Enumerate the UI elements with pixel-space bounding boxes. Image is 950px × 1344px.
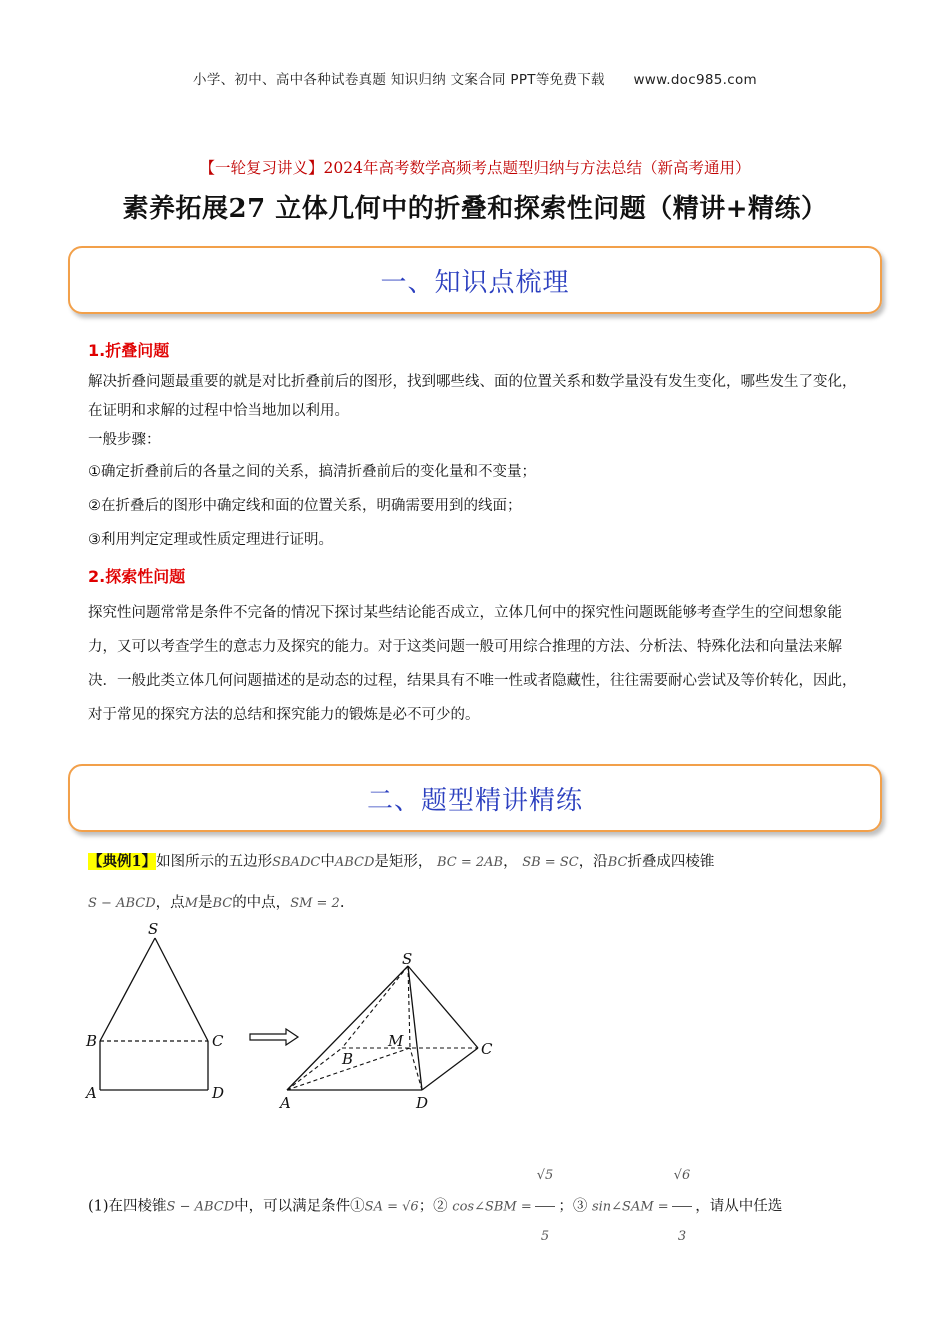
- math-fold-line: BC: [607, 855, 628, 870]
- label-b: B: [86, 1032, 98, 1050]
- label-a: A: [280, 1094, 291, 1112]
- heading-exploration: 2.探索性问题: [88, 567, 186, 586]
- step-2: ②在折叠后的图形中确定线和面的位置关系，明确需要用到的线面；: [88, 498, 522, 514]
- math-pyramid: S − ABCD: [166, 1199, 235, 1215]
- step-3: ③利用判定定理或性质定理进行证明。: [88, 532, 333, 548]
- fraction-cos: [535, 1146, 556, 1267]
- document-title: 素养拓展27 立体几何中的折叠和探索性问题（精讲+精练）: [122, 194, 828, 224]
- math-bc: BC: [212, 896, 233, 911]
- text-run: 中，可以满足条件①: [234, 1198, 365, 1215]
- fraction-numerator: √5: [535, 1146, 556, 1207]
- paragraph-exploration: 探究性问题常常是条件不完备的情况下探讨某些结论能否成立，立体几何中的探究性问题既能够考查学生的空间想象能力，又可以考查学生的意志力及探究的能力。对于这类问题一般可用综合推理的方法、分析法、特殊化法和向量法来解决．一般此类立体几何问题描述的是动态的过程，结果具有不唯一性或者隐藏性，往往需要耐心尝试及等价转化，因此，对于常见的探究方法的总结和探究能力的锻炼是必不可少的。: [88, 605, 857, 723]
- text-run: ；③: [558, 1198, 588, 1215]
- example-1-text: [88, 842, 868, 924]
- heading-folding: 1.折叠问题: [88, 341, 170, 360]
- text-run: ，沿: [578, 854, 608, 870]
- top-banner: [0, 68, 950, 88]
- banner-text: 小学、初中、高中各种试卷真题 知识归纳 文案合同 PPT等免费下载: [193, 72, 605, 88]
- section-box-knowledge: [68, 246, 882, 314]
- step-1: ①确定折叠前后的各量之间的关系，搞清折叠前后的变化量和不变量；: [88, 464, 536, 480]
- text-run: 的中点，: [232, 895, 291, 911]
- label-b: B: [342, 1050, 354, 1068]
- text-run: 是矩形，: [374, 854, 433, 870]
- math-point-m: M: [184, 896, 198, 911]
- math-pyramid: S − ABCD: [88, 896, 156, 911]
- section-title-examples: 二、题型精讲精练: [366, 785, 583, 816]
- text-run: ；②: [418, 1198, 448, 1215]
- fold-arrow-icon: [250, 1029, 298, 1045]
- label-s: S: [402, 950, 413, 968]
- text-run: 折叠成四棱锥: [627, 854, 715, 870]
- text-run: .: [339, 895, 345, 911]
- label-s: S: [148, 920, 159, 938]
- example-tag: 【典例1】: [88, 853, 157, 870]
- label-a: A: [86, 1084, 97, 1102]
- math-pentagon: SBADC: [272, 855, 321, 870]
- fraction-denominator: 3: [677, 1229, 687, 1244]
- text-run: ，请从中任选: [695, 1198, 783, 1215]
- label-m: M: [388, 1032, 404, 1050]
- math-sa: SA = √6: [364, 1199, 419, 1215]
- fraction-denominator: 5: [540, 1229, 550, 1244]
- math-sm: SM = 2: [290, 896, 340, 911]
- text-run: (1)在四棱锥: [88, 1198, 167, 1215]
- label-c: C: [212, 1032, 224, 1050]
- label-d: D: [212, 1084, 225, 1102]
- fraction-numerator: √6: [672, 1146, 693, 1207]
- steps-label: 一般步骤：: [88, 432, 161, 448]
- text-run: ，点: [155, 895, 185, 911]
- series-subtitle: 【一轮复习讲义】2024年高考数学高频考点题型归纳与方法总结（新高考通用）: [199, 159, 751, 177]
- paragraph-folding: 解决折叠问题最重要的就是对比折叠前后的图形，找到哪些线、面的位置关系和数学量没有发生变化，哪些发生了变化，在证明和求解的过程中恰当地加以利用。: [88, 374, 857, 419]
- question-1: [88, 1146, 868, 1267]
- fraction-sin: [672, 1146, 693, 1267]
- pentagon-diagram: [84, 920, 224, 1102]
- pyramid-diagram: [278, 950, 493, 1112]
- label-d: D: [416, 1094, 429, 1112]
- math-bc-2ab: BC = 2AB: [436, 855, 504, 870]
- text-run: 是: [197, 895, 213, 911]
- text-run: 中: [320, 854, 335, 870]
- math-cos: cos∠SBM =: [452, 1199, 532, 1215]
- math-sb-sc: SB = SC: [522, 855, 579, 870]
- label-c: C: [481, 1040, 493, 1058]
- math-sin: sin∠SAM =: [591, 1199, 669, 1215]
- math-rect: ABCD: [334, 855, 375, 870]
- folding-figure: [80, 918, 520, 1118]
- section-title-knowledge: 一、知识点梳理: [380, 267, 570, 298]
- text-run: 如图所示的五边形: [156, 854, 273, 870]
- banner-url[interactable]: www.doc985.com: [633, 72, 757, 88]
- section-box-examples: [68, 764, 882, 832]
- text-run: ，: [503, 854, 518, 870]
